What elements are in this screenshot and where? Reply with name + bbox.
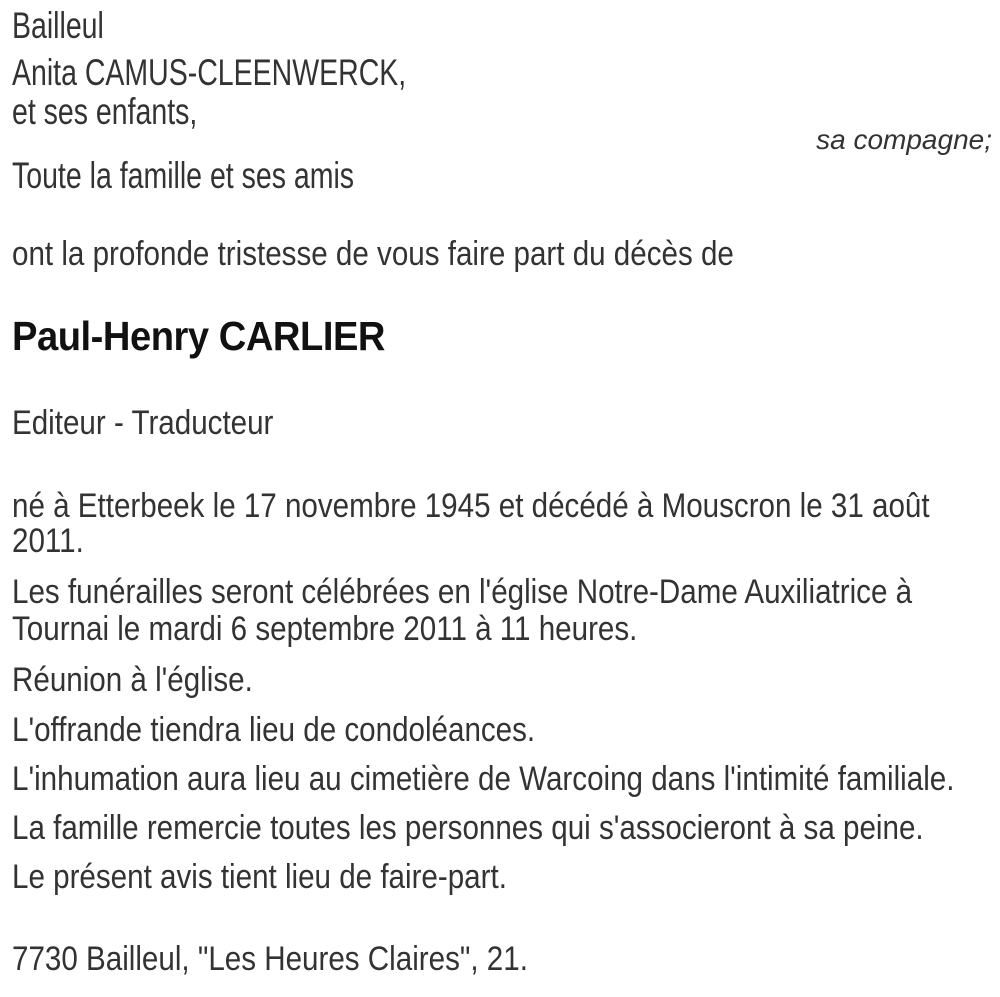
mourner-line-2: et ses enfants,: [12, 91, 198, 132]
announcement-line: ont la profonde tristesse de vous faire part du décès de: [12, 235, 734, 273]
address-line: 7730 Bailleul, "Les Heures Claires", 21.: [12, 940, 528, 978]
thanks-line: La famille remercie toutes les personnes qui s'associeront à sa peine.: [12, 809, 924, 847]
profession-line: Editeur - Traducteur: [12, 404, 274, 442]
meeting-line-wrap: [12, 663, 289, 697]
profession-line-wrap: [12, 406, 312, 440]
location-line: Bailleul: [12, 5, 104, 46]
funeral-line-2-wrap: [12, 612, 731, 646]
birth-death-line-1-wrap: [12, 489, 1000, 523]
meeting-line: Réunion à l'église.: [12, 661, 253, 699]
birth-death-line-2: 2011.: [12, 522, 84, 560]
announcement-line-wrap: [12, 237, 842, 271]
burial-line: L'inhumation aura lieu au cimetière de Warcoing dans l'intimité familiale.: [12, 760, 955, 798]
offering-line-wrap: [12, 713, 613, 747]
location-line-wrap: [12, 7, 131, 44]
funeral-line-1: Les funérailles seront célébrées en l'église Notre-Dame Auxiliatrice à: [12, 573, 913, 611]
funeral-line-1-wrap: [12, 575, 1000, 609]
mourner-line-3: Toute la famille et ses amis: [12, 155, 355, 196]
companion-line: sa compagne;: [816, 124, 992, 155]
deceased-name-wrap: [12, 313, 413, 359]
deceased-name: Paul-Henry CARLIER: [12, 313, 385, 359]
birth-death-line-2-wrap: [12, 524, 95, 558]
legal-notice-line: Le présent avis tient lieu de faire-part.: [12, 858, 507, 896]
thanks-line-wrap: [12, 811, 1000, 845]
address-line-wrap: [12, 942, 605, 976]
burial-line-wrap: [12, 762, 1000, 796]
legal-notice-line-wrap: [12, 860, 581, 894]
offering-line: L'offrande tiendra lieu de condoléances.: [12, 711, 536, 749]
birth-death-line-1: né à Etterbeek le 17 novembre 1945 et décédé à Mouscron le 31 août: [12, 487, 930, 525]
mourner-line-2-wrap: [12, 93, 253, 130]
mourner-line-1-wrap: [12, 54, 524, 91]
funeral-line-2: Tournai le mardi 6 septembre 2011 à 11 heures.: [12, 610, 638, 648]
mourner-line-3-wrap: [12, 157, 456, 194]
mourner-line-1: Anita CAMUS-CLEENWERCK,: [12, 52, 407, 93]
